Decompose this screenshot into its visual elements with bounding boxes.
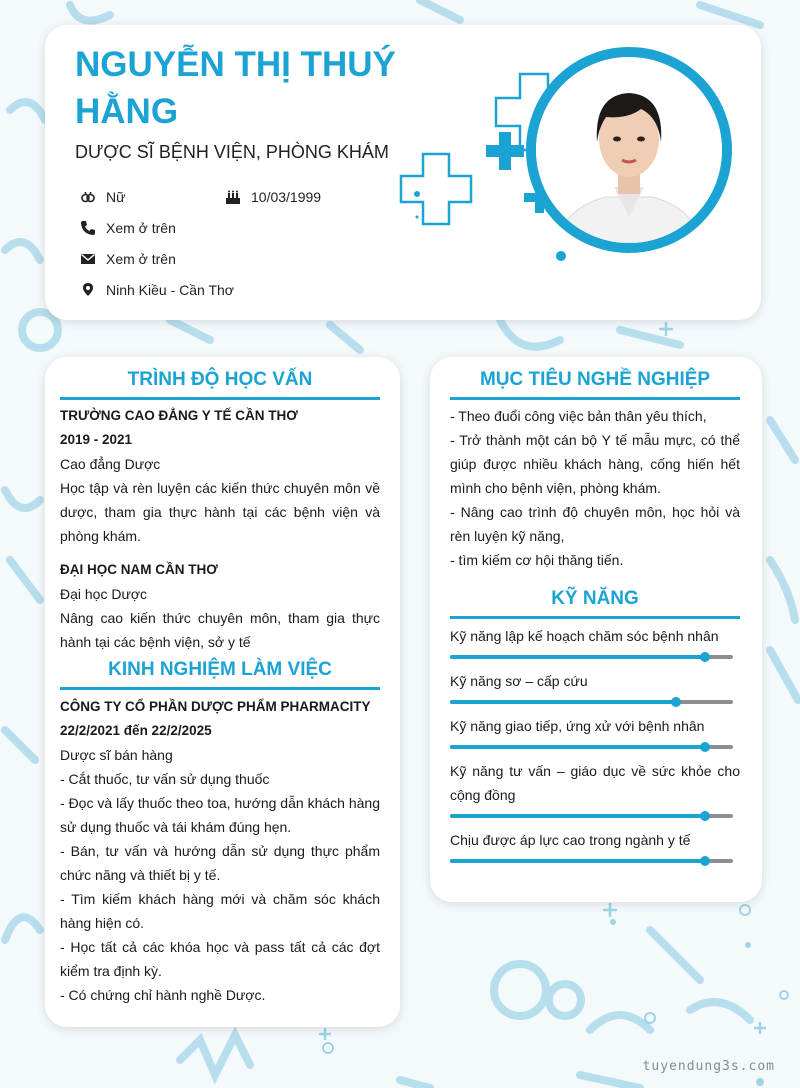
experience-duty: - Tìm kiếm khách hàng mới và chăm sóc khách hàng hiện có. — [60, 891, 380, 931]
skill-bar-fill — [450, 745, 705, 749]
job-title: DƯỢC SĨ BỆNH VIỆN, PHÒNG KHÁM — [75, 142, 389, 162]
experience-duty: - Bán, tư vấn và hướng dẫn sử dụng thực phẩm chức năng và thiết bị y tế. — [60, 843, 380, 883]
watermark: tuyendung3s.com — [642, 1059, 775, 1074]
skill-bar — [450, 745, 733, 749]
email-row — [80, 251, 176, 267]
experience-duty: - Đọc và lấy thuốc theo toa, hướng dẫn khách hàng sử dụng thuốc và tái khám đúng hẹn. — [60, 795, 380, 835]
gender-icon — [80, 189, 96, 205]
skill-label: Kỹ năng giao tiếp, ứng xử với bệnh nhân — [450, 718, 705, 734]
section-divider — [60, 397, 380, 400]
address-row — [80, 282, 234, 298]
skill-bar-handle — [671, 697, 681, 707]
objective-skills-card — [430, 357, 762, 902]
objective-title: MỤC TIÊU NGHỀ NGHIỆP — [479, 369, 711, 390]
education-desc: Nâng cao kiến thức chuyên môn, tham gia thực hành tại các bệnh viện, sở y tế — [60, 610, 380, 650]
phone-row — [80, 220, 176, 236]
birthday-cake-icon — [225, 189, 241, 205]
gender-value: Nữ — [106, 189, 126, 205]
experience-title: KINH NGHIỆM LÀM VIỆC — [108, 659, 332, 680]
objective-line: - tìm kiếm cơ hội thăng tiến. — [450, 552, 624, 568]
skill-label: Kỹ năng sơ – cấp cứu — [450, 673, 588, 689]
objective-line: - Trở thành một cán bộ Y tế mẫu mực, có thể giúp được nhiều khách hàng, cống hiến hết mình cho bệnh viện, phòng khám. — [450, 432, 740, 496]
experience-period: 22/2/2021 đến 22/2/2025 — [60, 723, 212, 738]
avatar — [536, 57, 722, 243]
location-pin-icon — [80, 282, 96, 298]
birthday-row — [225, 189, 321, 205]
education-school: TRƯỜNG CAO ĐẲNG Y TẾ CẦN THƠ — [60, 408, 298, 423]
skill-bar-handle — [700, 652, 710, 662]
skill-bar-handle — [700, 856, 710, 866]
gender-row — [80, 189, 125, 205]
skill-bar-handle — [700, 811, 710, 821]
skill-label: Chịu được áp lực cao trong ngành y tế — [450, 832, 691, 848]
skill-bar-fill — [450, 655, 705, 659]
experience-duty: - Cắt thuốc, tư vấn sử dụng thuốc — [60, 771, 270, 787]
experience-duty: - Học tất cả các khóa học và pass tất cả các đợt kiểm tra định kỳ. — [60, 939, 380, 979]
skill-bar — [450, 700, 733, 704]
education-period: 2019 - 2021 — [60, 432, 133, 447]
experience-duty: - Có chứng chỉ hành nghề Dược. — [60, 987, 266, 1003]
experience-position: Dược sĩ bán hàng — [60, 747, 173, 763]
section-divider — [450, 616, 740, 619]
skill-bar-fill — [450, 859, 705, 863]
skill-bar — [450, 859, 733, 863]
education-school: ĐẠI HỌC NAM CẦN THƠ — [60, 562, 218, 577]
objective-line: - Nâng cao trình độ chuyên môn, học hỏi và rèn luyện kỹ năng, — [450, 504, 740, 544]
section-divider — [60, 687, 380, 690]
skill-label: Kỹ năng lập kế hoạch chăm sóc bệnh nhân — [450, 628, 719, 644]
skill-bar — [450, 655, 733, 659]
skill-bar-handle — [700, 742, 710, 752]
skills-title: KỸ NĂNG — [551, 588, 639, 609]
email-value: Xem ở trên — [106, 251, 176, 267]
education-degree: Đại học Dược — [60, 586, 148, 602]
section-divider — [450, 397, 740, 400]
skill-bar-fill — [450, 814, 705, 818]
phone-value: Xem ở trên — [106, 220, 176, 236]
address-value: Ninh Kiều - Cần Thơ — [106, 282, 234, 298]
objective-line: - Theo đuổi công việc bản thân yêu thích, — [450, 408, 707, 424]
education-desc: Học tập và rèn luyện các kiến thức chuyên môn về dược, tham gia thực hành tại các bệnh viện và phòng khám. — [60, 480, 380, 544]
candidate-name: NGUYỄN THỊ THUÝ HẰNG — [75, 45, 396, 131]
birthday-value: 10/03/1999 — [251, 189, 322, 205]
header-card — [45, 25, 761, 320]
phone-icon — [80, 220, 96, 236]
skill-label: Kỹ năng tư vấn – giáo dục về sức khỏe cho cộng đồng — [450, 763, 740, 803]
education-title: TRÌNH ĐỘ HỌC VẤN — [127, 369, 313, 390]
education-degree: Cao đẳng Dược — [60, 456, 161, 472]
email-icon — [80, 251, 96, 267]
profile-photo — [526, 47, 732, 253]
skill-bar-fill — [450, 700, 676, 704]
skill-bar — [450, 814, 733, 818]
experience-company: CÔNG TY CỔ PHẦN DƯỢC PHẨM PHARMACITY — [60, 699, 371, 714]
education-experience-card — [45, 357, 400, 1027]
